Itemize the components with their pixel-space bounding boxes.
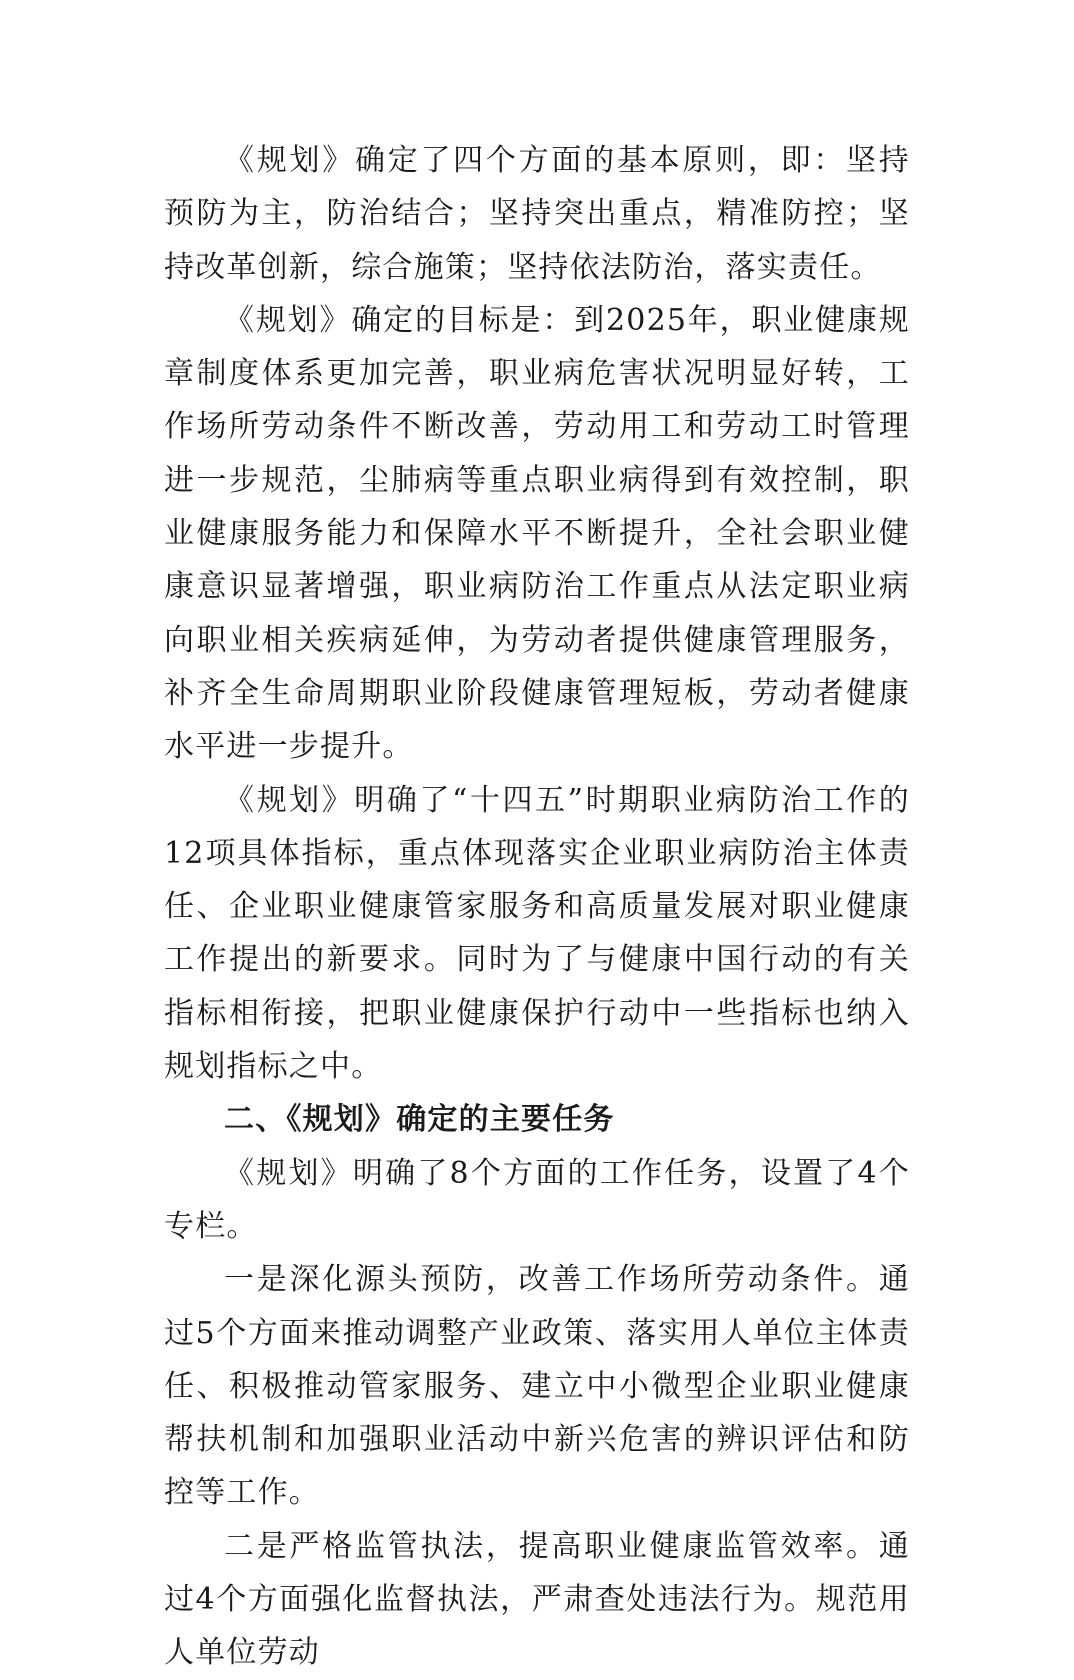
paragraph-task-overview: 《规划》明确了8个方面的工作任务，设置了4个专栏。: [164, 1155, 910, 1244]
paragraph-basic-principles: 《规划》确定了四个方面的基本原则，即：坚持预防为主，防治结合；坚持突出重点，精准防控；坚持改革创新，综合施策；坚持依法防治，落实责任。: [164, 143, 910, 285]
paragraph-indicators: 《规划》明确了“十四五”时期职业病防治工作的12项具体指标，重点体现落实企业职业病防治主体责任、企业职业健康管家服务和高质量发展对职业健康工作提出的新要求。同时为了与健康中国行动的有关指标相衔接，把职业健康保护行动中一些指标也纳入规划指标之中。: [164, 782, 910, 1085]
paragraph-goals: 《规划》确定的目标是：到2025年，职业健康规章制度体系更加完善，职业病危害状况明显好转，工作场所劳动条件不断改善，劳动用工和劳动工时管理进一步规范，尘肺病等重点职业病得到有效控制，职业健康服务能力和保障水平不断提升，全社会职业健康意识显著增强，职业病防治工作重点从法定职业病向职业相关疾病延伸，为劳动者提供健康管理服务，补齐全生命周期职业阶段健康管理短板，劳动者健康水平进一步提升。: [164, 302, 910, 765]
paragraph-task-two: 二是严格监管执法，提高职业健康监管效率。通过4个方面强化监督执法，严肃查处违法行为。规范用人单位劳动: [164, 1528, 910, 1671]
section-heading-main-tasks: 二、《规划》确定的主要任务: [224, 1102, 615, 1138]
document-body: [164, 134, 910, 1680]
paragraph-task-one: 一是深化源头预防，改善工作场所劳动条件。通过5个方面来推动调整产业政策、落实用人单位主体责任、积极推动管家服务、建立中小微型企业职业健康帮扶机制和加强职业活动中新兴危害的辨识评估和防控等工作。: [164, 1262, 910, 1511]
